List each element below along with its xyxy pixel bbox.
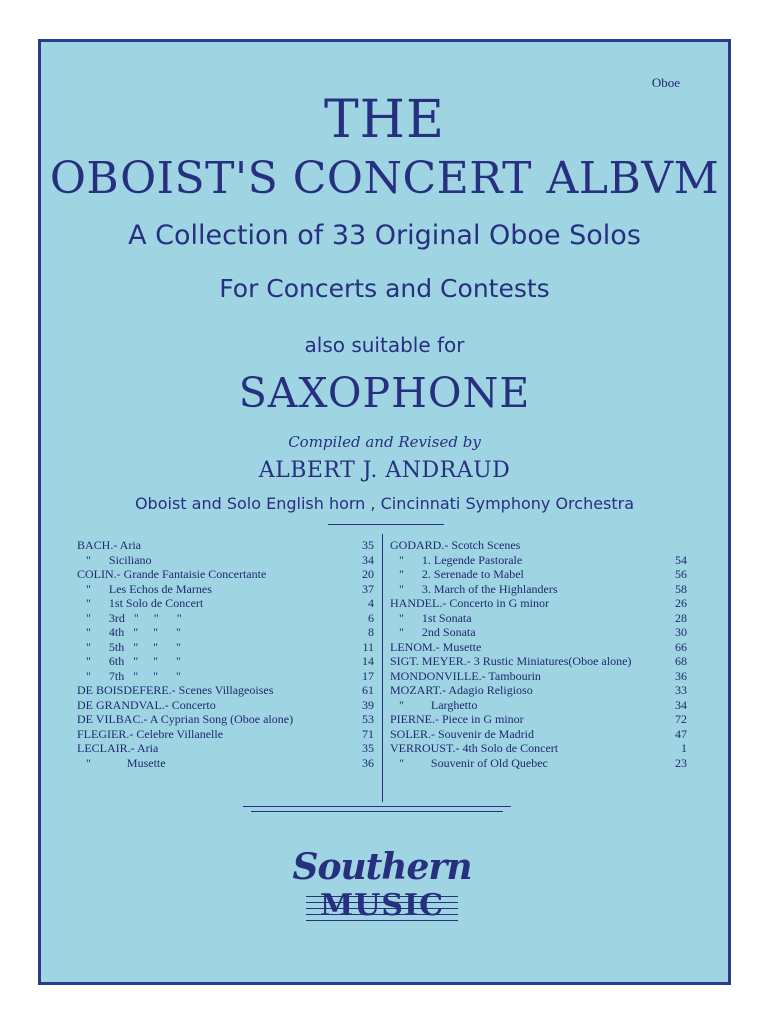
contents-entry — [77, 698, 374, 713]
contents-entry — [77, 756, 374, 771]
contents-entry-title: " Larghetto — [390, 697, 478, 712]
contents-entry-page: 35 — [362, 741, 374, 755]
contents-entry — [390, 683, 687, 698]
contents-entry-page: 17 — [362, 668, 374, 683]
footer-rule-bottom — [251, 811, 503, 812]
contents-entry-title: LENOM.- Musette — [390, 639, 482, 654]
contents-entry-page: 14 — [362, 654, 374, 668]
contents-entry-page: 61 — [362, 683, 374, 697]
contents-entry-page: 4 — [368, 596, 374, 610]
contents-entry — [77, 567, 374, 582]
contents-entry-page: 72 — [675, 712, 687, 726]
contents-entry — [77, 669, 374, 684]
contents-entry-title: " 2. Serenade to Mabel — [390, 567, 524, 581]
contents-entry-title: " 4th " " " — [77, 625, 181, 639]
contents-entry-page: 68 — [675, 654, 687, 668]
contents-entry-title: BACH.- Aria — [77, 538, 141, 552]
contents-entry — [390, 698, 687, 713]
contents-entry — [77, 611, 374, 626]
contents-entry-title: SOLER.- Souvenir de Madrid — [390, 726, 534, 741]
contents-entry — [390, 712, 687, 727]
contents-entry — [390, 727, 687, 742]
contents-entry-page: 33 — [675, 683, 687, 697]
contents-entry-page: 6 — [368, 610, 374, 625]
contents-entry — [77, 727, 374, 742]
contents-entry-page: 35 — [362, 538, 374, 552]
contents-entry — [77, 640, 374, 655]
contents-entry-page: 28 — [675, 610, 687, 625]
contents-entry-title: MONDONVILLE.- Tambourin — [390, 668, 541, 683]
contents-entry-page: 53 — [362, 712, 374, 726]
contents-right-column — [390, 538, 687, 770]
contents-entry — [390, 538, 687, 553]
contents-entry — [390, 625, 687, 640]
publisher-logo-word-music: MUSIC — [320, 888, 444, 923]
contents-entry-page: 11 — [362, 639, 374, 654]
contents-entry-page: 56 — [675, 567, 687, 581]
contents-entry — [77, 582, 374, 597]
contents-entry-title: " Musette — [77, 755, 166, 770]
contents-entry-title: " 6th " " " — [77, 654, 181, 668]
contents-entry-title: SIGT. MEYER.- 3 Rustic Miniatures(Oboe alone) — [390, 654, 632, 668]
contents-entry — [390, 756, 687, 771]
contents-entry-title: COLIN.- Grande Fantaisie Concertante — [77, 567, 267, 581]
contents-entry-title: " 1st Sonata — [390, 610, 472, 625]
publisher-logo-word-southern: Southern — [292, 846, 472, 888]
contents-entry-page: 30 — [675, 625, 687, 639]
contents-entry-title: " Souvenir of Old Quebec — [390, 755, 548, 770]
contents-entry-title: HANDEL.- Concerto in G minor — [390, 596, 549, 610]
subtitle-collection: A Collection of 33 Original Oboe Solos — [128, 220, 641, 251]
also-suitable-text: also suitable for — [304, 333, 465, 357]
contents-entry-title: DE GRANDVAL.- Concerto — [77, 697, 216, 712]
contents-entry-title: PIERNE.- Piece in G minor — [390, 712, 524, 726]
contents-entry-page: 36 — [362, 755, 374, 770]
contents-entry — [390, 596, 687, 611]
subtitle-concerts: For Concerts and Contests — [219, 274, 550, 303]
contents-entry-title: " 7th " " " — [77, 668, 181, 683]
contents-entry-page: 54 — [675, 552, 687, 567]
contents-entry-page: 26 — [675, 596, 687, 610]
column-divider — [382, 534, 383, 802]
contents-entry — [390, 669, 687, 684]
contents-entry-title: " Siciliano — [77, 552, 152, 567]
contents-entry-title: " 3rd " " " — [77, 610, 182, 625]
contents-entry-title: " Les Echos de Marnes — [77, 581, 212, 596]
contents-entry — [390, 553, 687, 568]
contents-entry-page: 8 — [368, 625, 374, 639]
contents-entry — [390, 582, 687, 597]
instrument-label: Oboe — [651, 75, 680, 90]
contents-entry-title: MOZART.- Adagio Religioso — [390, 683, 533, 697]
contents-entry-title: GODARD.- Scotch Scenes — [390, 538, 521, 552]
contents-entry-page: 36 — [675, 668, 687, 683]
contents-entry-page: 20 — [362, 567, 374, 581]
contents-entry-title: DE BOISDEFERE.- Scenes Villageoises — [77, 683, 274, 697]
contents-entry — [77, 538, 374, 553]
contents-entry-page: 37 — [362, 581, 374, 596]
contents-entry — [77, 596, 374, 611]
contents-entry-title: " 1. Legende Pastorale — [390, 552, 523, 567]
contents-entry — [390, 611, 687, 626]
contents-entry-title: LECLAIR.- Aria — [77, 741, 159, 755]
contents-entry — [77, 553, 374, 568]
contents-entry-page: 58 — [675, 581, 687, 596]
footer-rule-top — [243, 806, 511, 807]
main-title: OBOIST'S CONCERT ALBVM — [49, 153, 720, 204]
contents-entry — [390, 654, 687, 669]
contents-entry — [390, 640, 687, 655]
contents-entry — [77, 654, 374, 669]
contents-entry-title: " 3. March of the Highlanders — [390, 581, 558, 596]
compiled-by-text: Compiled and Revised by — [288, 433, 481, 451]
title-the: THE — [324, 90, 445, 150]
contents-entry-title: " 5th " " " — [77, 639, 181, 654]
saxophone-heading: SAXOPHONE — [238, 369, 531, 417]
cover-page — [38, 39, 731, 985]
contents-entry — [77, 712, 374, 727]
contents-entry-page — [661, 538, 687, 553]
contents-entry — [390, 741, 687, 756]
contents-entry-title: DE VILBAC.- A Cyprian Song (Oboe alone) — [77, 712, 294, 726]
publisher-logo — [292, 846, 472, 926]
contents-entry — [77, 683, 374, 698]
contents-entry-page: 71 — [362, 726, 374, 741]
contents-entry-page: 34 — [362, 552, 374, 567]
contents-entry-page: 66 — [675, 639, 687, 654]
contents-entry — [390, 567, 687, 582]
author-affiliation: Oboist and Solo English horn , Cincinnati Symphony Orchestra — [134, 494, 635, 513]
author-name: ALBERT J. ANDRAUD — [258, 458, 511, 483]
contents-entry — [77, 741, 374, 756]
separator-rule — [328, 524, 444, 525]
contents-entry-page: 47 — [675, 726, 687, 741]
contents-entry — [77, 625, 374, 640]
contents-entry-title: VERROUST.- 4th Solo de Concert — [390, 741, 559, 755]
contents-left-column — [77, 538, 374, 770]
contents-entry-page: 23 — [675, 755, 687, 770]
contents-entry-page: 39 — [362, 697, 374, 712]
contents-entry-page: 34 — [675, 697, 687, 712]
contents-entry-title: " 2nd Sonata — [390, 625, 476, 639]
contents-entry-page: 1 — [681, 741, 687, 755]
contents-entry-title: " 1st Solo de Concert — [77, 596, 204, 610]
contents-entry-title: FLEGIER.- Celebre Villanelle — [77, 726, 224, 741]
